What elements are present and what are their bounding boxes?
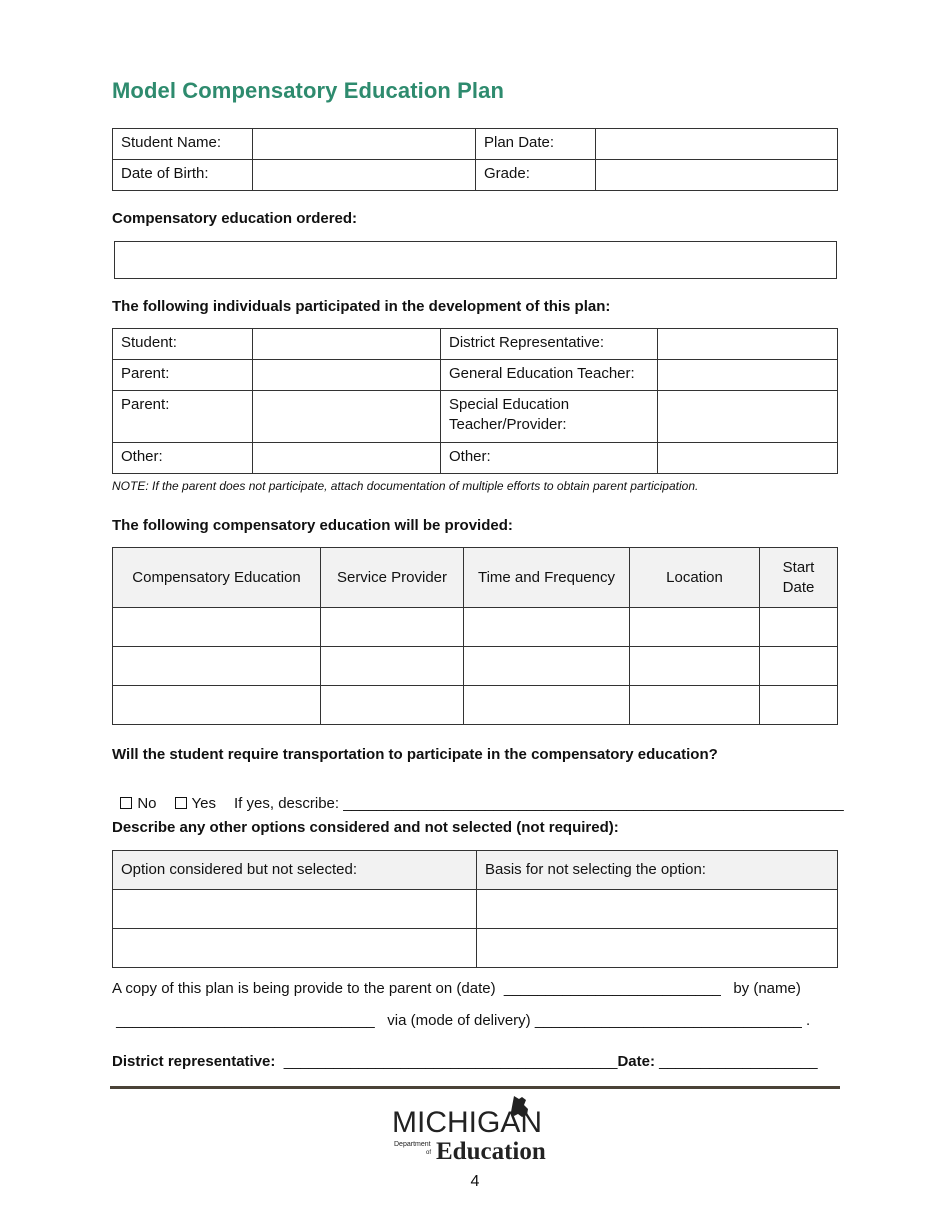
- participant-field[interactable]: [658, 443, 838, 474]
- describe-line[interactable]: If yes, describe: ____________________________________________________________: [234, 795, 844, 812]
- participant-label: Parent:: [113, 360, 253, 391]
- table-cell[interactable]: [630, 686, 760, 725]
- participant-field[interactable]: [658, 329, 838, 360]
- logo-dept-text: Department: [394, 1141, 431, 1148]
- options-table: [112, 850, 838, 968]
- signature-line: [112, 1053, 818, 1070]
- table-cell[interactable]: [321, 647, 464, 686]
- services-column-header: Start Date: [760, 548, 838, 608]
- rep-signature-field[interactable]: ________________________________________: [275, 1053, 618, 1070]
- table-cell[interactable]: [321, 608, 464, 647]
- table-cell[interactable]: [321, 686, 464, 725]
- services-column-header: Location: [630, 548, 760, 608]
- table-cell[interactable]: [477, 890, 838, 929]
- table-row: [113, 890, 838, 929]
- student-name-label: Student Name:: [113, 129, 253, 160]
- participant-label: Special Education Teacher/Provider:: [441, 391, 658, 443]
- grade-label: Grade:: [476, 160, 596, 191]
- dob-label: Date of Birth:: [113, 160, 253, 191]
- participant-field[interactable]: [253, 443, 441, 474]
- logo-education-text: Education: [436, 1138, 546, 1162]
- services-heading: The following compensatory education will be provided:: [112, 517, 513, 534]
- participants-heading: The following individuals participated in the development of this plan:: [112, 298, 611, 315]
- table-cell[interactable]: [113, 647, 321, 686]
- page-title: Model Compensatory Education Plan: [112, 78, 505, 103]
- grade-field[interactable]: [596, 160, 838, 191]
- participants-table: [112, 328, 838, 474]
- table-cell[interactable]: [760, 686, 838, 725]
- options-column-header: Option considered but not selected:: [113, 851, 477, 890]
- no-label: No: [137, 795, 157, 812]
- table-row: [113, 608, 838, 647]
- table-cell[interactable]: [464, 608, 630, 647]
- no-checkbox[interactable]: [120, 797, 132, 809]
- student-name-field[interactable]: [253, 129, 476, 160]
- student-info-table: [112, 128, 838, 191]
- table-cell[interactable]: [477, 929, 838, 968]
- table-row: [113, 686, 838, 725]
- table-cell[interactable]: [113, 929, 477, 968]
- dob-field[interactable]: [253, 160, 476, 191]
- copy-line-2[interactable]: _______________________________ via (mode of delivery) ________________________________ .: [112, 1012, 811, 1029]
- options-column-header: Basis for not selecting the option:: [477, 851, 838, 890]
- table-cell[interactable]: [630, 608, 760, 647]
- participant-field[interactable]: [253, 360, 441, 391]
- copy-line-1[interactable]: A copy of this plan is being provide to the parent on (date) __________________________ by (name): [112, 980, 801, 997]
- participant-field[interactable]: [658, 391, 838, 443]
- transport-options: [112, 778, 844, 812]
- footer-rule: [110, 1086, 840, 1089]
- transport-question: Will the student require transportation to participate in the compensatory education?: [112, 746, 718, 763]
- participant-label: Parent:: [113, 391, 253, 443]
- logo-graphic: [392, 1094, 562, 1162]
- participant-label: General Education Teacher:: [441, 360, 658, 391]
- yes-label: Yes: [191, 795, 217, 812]
- table-cell[interactable]: [760, 608, 838, 647]
- services-column-header: Service Provider: [321, 548, 464, 608]
- participant-field[interactable]: [253, 391, 441, 443]
- participant-label: District Representative:: [441, 329, 658, 360]
- participant-label: Other:: [441, 443, 658, 474]
- rep-label: District representative:: [112, 1053, 276, 1070]
- table-cell[interactable]: [113, 686, 321, 725]
- participant-label: Other:: [113, 443, 253, 474]
- services-column-header: Time and Frequency: [464, 548, 630, 608]
- participant-field[interactable]: [658, 360, 838, 391]
- participant-label: Student:: [113, 329, 253, 360]
- logo-main-text: MICHIGAN: [392, 1106, 542, 1139]
- table-row: [113, 647, 838, 686]
- table-cell[interactable]: [464, 686, 630, 725]
- plan-date-label: Plan Date:: [476, 129, 596, 160]
- table-cell[interactable]: [464, 647, 630, 686]
- ordered-heading: Compensatory education ordered:: [112, 210, 358, 227]
- table-cell[interactable]: [113, 890, 477, 929]
- plan-date-field[interactable]: [596, 129, 838, 160]
- page-number: 4: [470, 1173, 480, 1190]
- table-cell[interactable]: [760, 647, 838, 686]
- date-field[interactable]: ___________________: [654, 1053, 818, 1070]
- participant-field[interactable]: [253, 329, 441, 360]
- parent-note: NOTE: If the parent does not participate, attach documentation of multiple efforts to obtain parent participation.: [112, 479, 699, 493]
- ordered-input-box[interactable]: [114, 241, 837, 279]
- michigan-education-logo: [392, 1094, 562, 1162]
- logo-of-text: of: [426, 1150, 432, 1156]
- date-label: Date:: [617, 1053, 655, 1070]
- yes-checkbox[interactable]: [175, 797, 187, 809]
- table-row: [113, 929, 838, 968]
- table-cell[interactable]: [113, 608, 321, 647]
- table-cell[interactable]: [630, 647, 760, 686]
- options-heading: Describe any other options considered and not selected (not required):: [112, 819, 619, 836]
- services-column-header: Compensatory Education: [113, 548, 321, 608]
- services-table: [112, 547, 838, 725]
